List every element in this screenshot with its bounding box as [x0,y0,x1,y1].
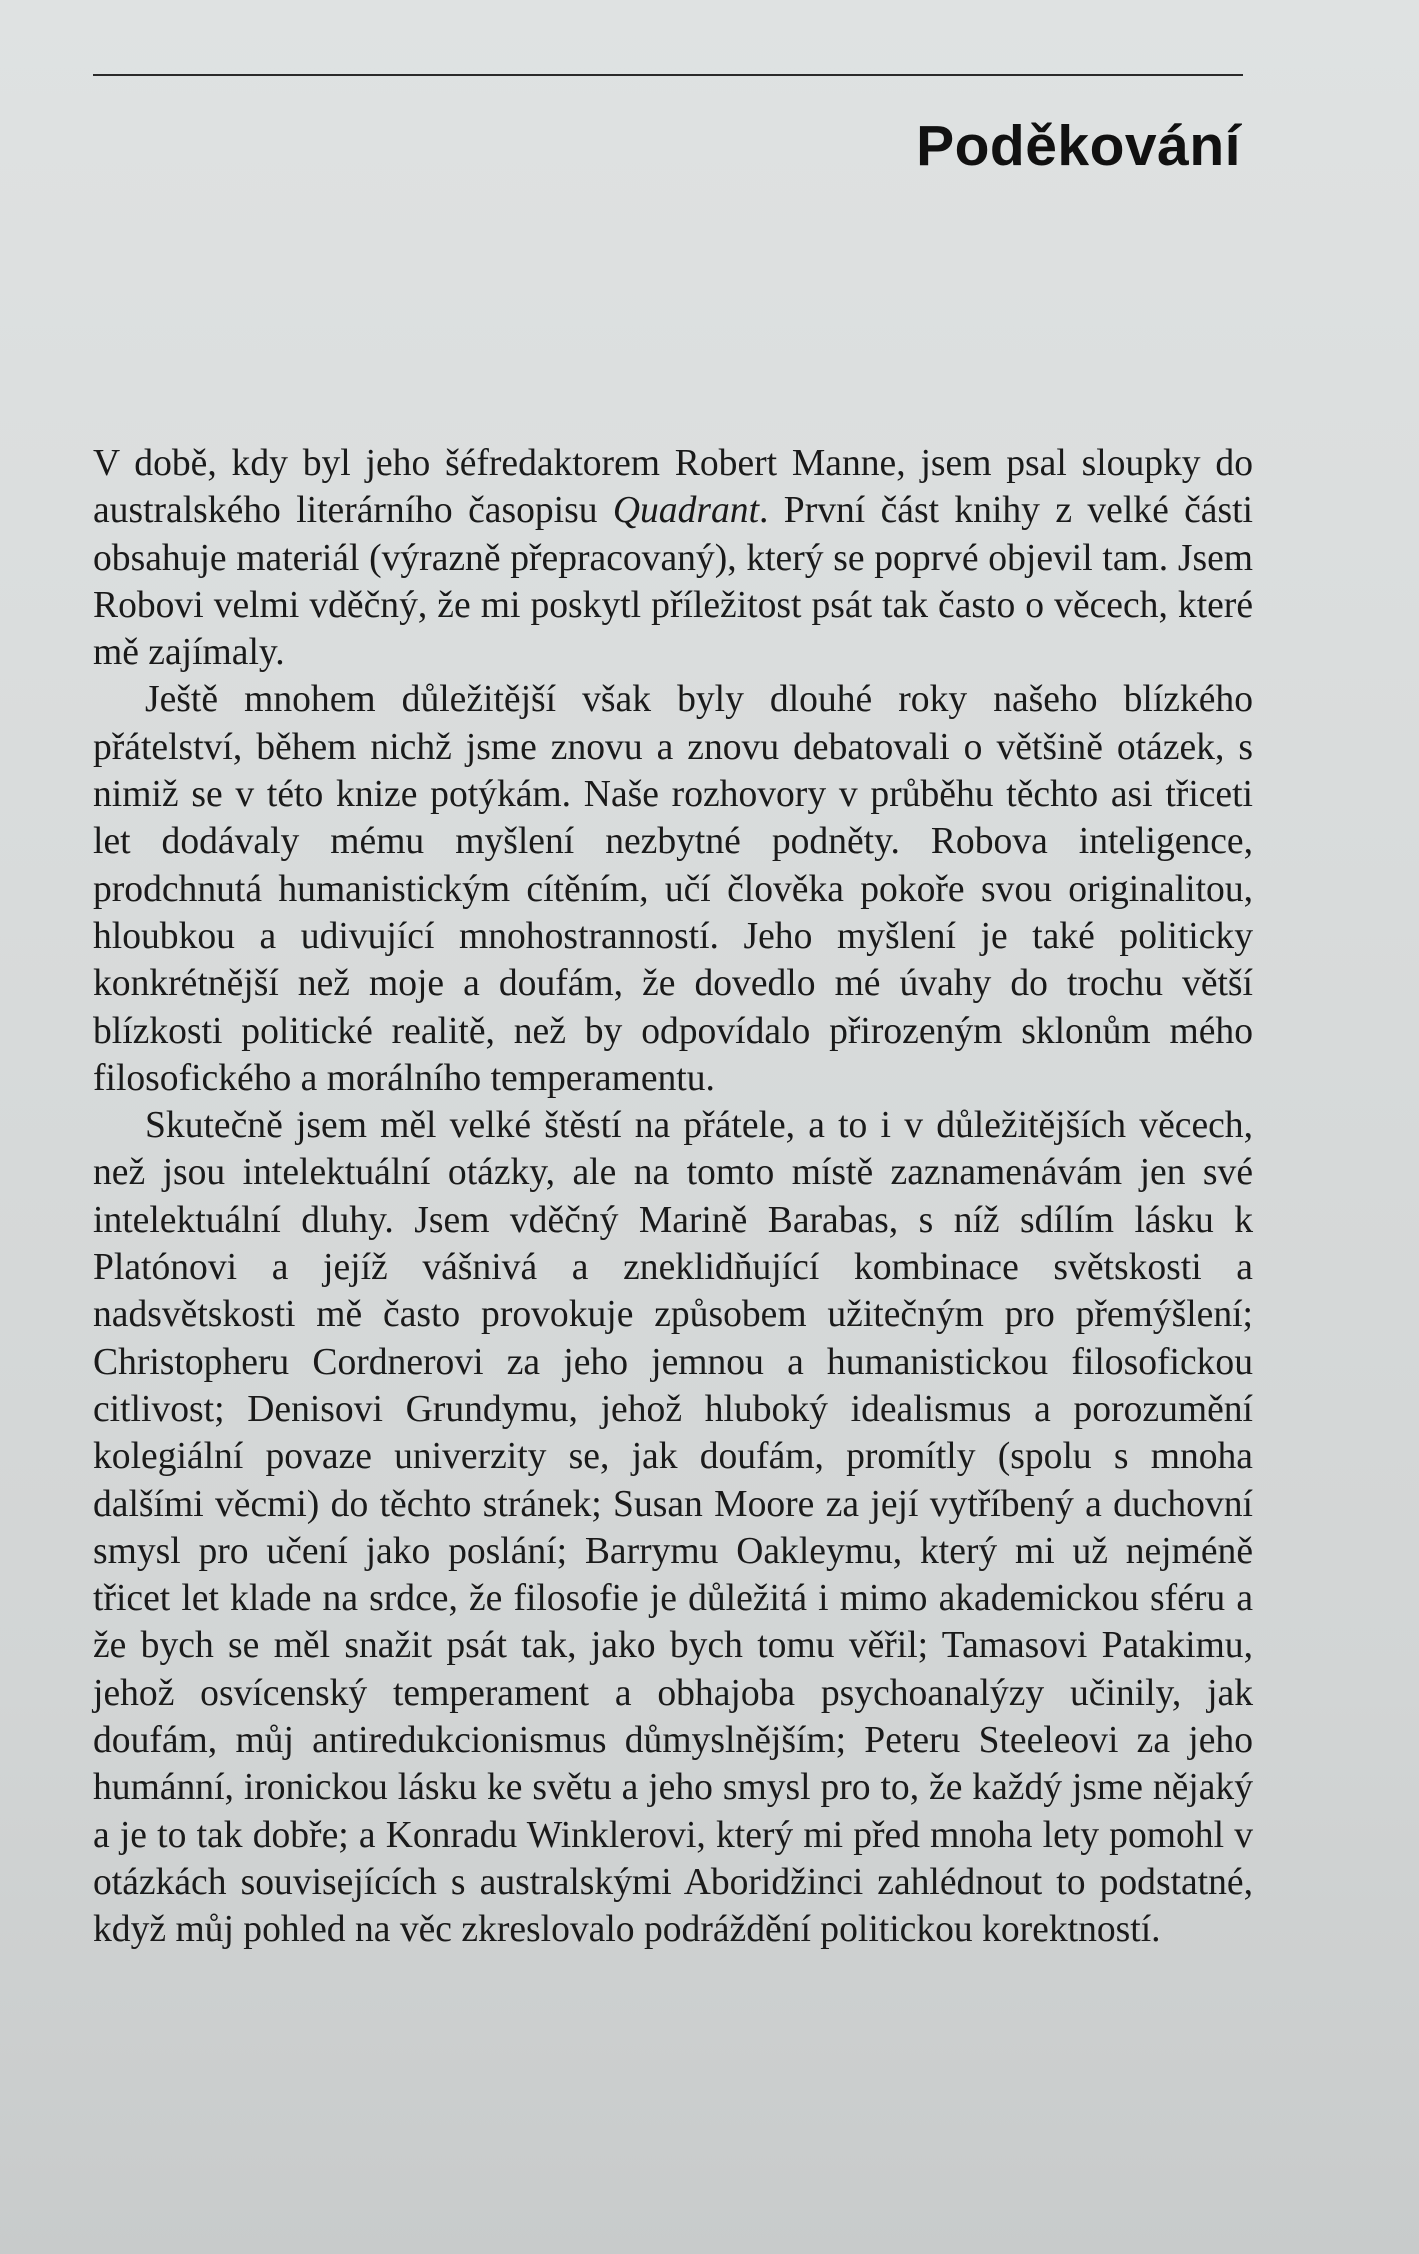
paragraph-1 [93,440,1253,676]
chapter-title: Poděkování [916,114,1241,178]
body-text [93,440,1253,1954]
paragraph-2: Ještě mnohem důležitější však byly dlouhé roky našeho blízkého přátelství, během nichž jsme znovu a znovu debatovali o většině otázek, s nimiž se v této knize potýkám. Naše rozhovory v průběhu těchto asi třiceti let dodávaly mému myšlení nezbytné podněty. Robova inteligence, prodchnutá humanistickým cítěním, učí člověka pokoře svou originalitou, hloubkou a udivující mnohostranností. Jeho myšlení je také politicky konkrétnější než moje a doufám, že dovedlo mé úvahy do trochu větší blízkosti politické realitě, než by odpovídalo přirozeným sklonům mého filosofického a morálního temperamentu. [93,679,1253,1099]
paragraph-3: Skutečně jsem měl velké štěstí na přátele, a to i v důležitějších věcech, než jsou intelektuální otázky, ale na tomto místě zaznamenávám jen své intelektuální dluhy. Jsem vděčný Marině Barabas, s níž sdílím lásku k Platónovi a jejíž vášnivá a zneklidňující kombinace světskosti a nadsvětskosti mě často provokuje způsobem užitečným pro přemýšlení; Christopheru Cordnerovi za jeho jemnou a humanistickou filosofickou citlivost; Denisovi Grundymu, jehož hluboký idealismus a porozumění kolegiální povaze univerzity se, jak doufám, promítly (spolu s mnoha dalšími věcmi) do těchto stránek; Susan Moore za její vytříbený a duchovní smysl pro učení jako poslání; Barrymu Oakleymu, který mi už nejméně třicet let klade na srdce, že filosofie je důležitá i mimo akademickou sféru a že bych se měl snažit psát tak, jako bych tomu věřil; Tamasovi Patakimu, jehož osvícenský temperament a obhajoba psychoanalýzy učinily, jak doufám, můj antiredukcionismus důmyslnějším; Peteru Steeleovi za jeho humánní, ironickou lásku ke světu a jeho smysl pro to, že každý jsme nějaký a je to tak dobře; a Konradu Winklerovi, který mi před mnoha lety pomohl v otázkách souvisejících s australskými Aboridžinci zahlédnout to podstatné, když můj pohled na věc zkreslovalo podráždění politickou korektností. [93,1105,1253,1951]
paragraph-1-text-after: . První část knihy z velké části obsahuje materiál (výrazně přepracovaný), který se poprvé objevil tam. Jsem Robovi velmi vděčný, že mi poskytl příležitost psát tak často o věcech, které mě zajímaly. [93,490,1253,674]
paragraph-1-text-before: V době, kdy byl jeho šéfredaktorem Robert Manne, jsem psal sloupky do australského literárního časopisu [93,443,1253,532]
magazine-title: Quadrant [612,490,760,532]
header-rule [93,74,1243,76]
